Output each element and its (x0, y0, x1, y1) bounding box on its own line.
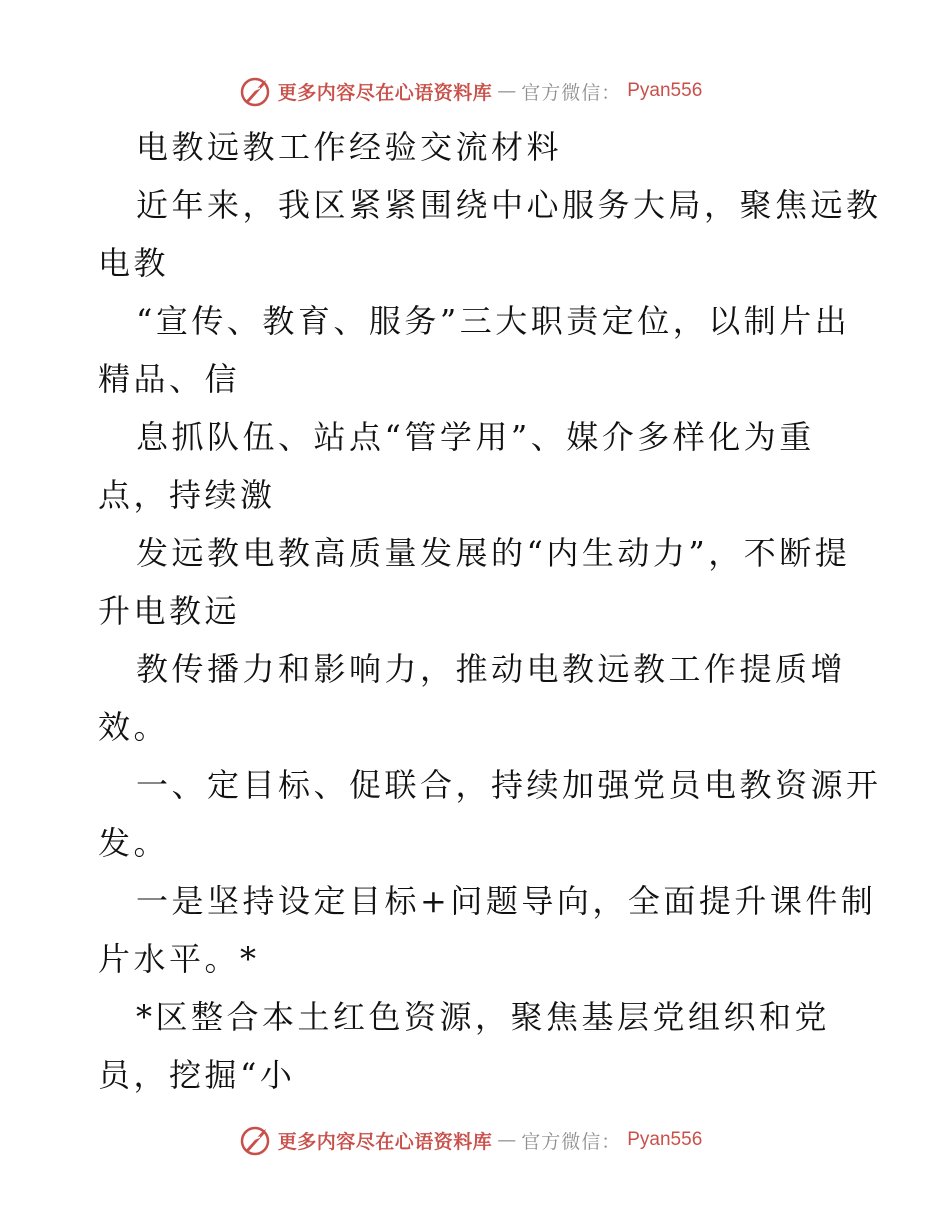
document-body (98, 118, 882, 1104)
paragraph-line: 片水平。* (98, 940, 260, 978)
watermark-title: 更多内容尽在心语资料库 (277, 81, 493, 104)
paragraph-line: 精品、信 (98, 360, 241, 398)
paragraph-line: “宣传、教育、服务”三大职责定位，以制片出 (136, 302, 851, 340)
quill-pen-logo-icon (238, 1123, 272, 1157)
paragraph-line: 发远教电教高质量发展的“内生动力”，不断提 (136, 534, 851, 572)
watermark (238, 1123, 703, 1157)
section-heading: 一、定目标、促联合，持续加强党员电教资源开 (136, 766, 882, 804)
quill-pen-logo-icon (238, 74, 272, 108)
paragraph-line: 效。 (98, 708, 170, 746)
paragraph-line: 员，挖掘“小 (98, 1056, 296, 1094)
watermark-wechat-id: Pyan556 (627, 1129, 703, 1150)
paragraph-line: 近年来，我区紧紧围绕中心服务大局，聚焦远教 (136, 186, 882, 224)
watermark-dash: — (497, 80, 517, 102)
section-heading-continuation: 发。 (98, 824, 170, 862)
watermark-wechat-label: 官方微信： (521, 81, 622, 104)
paragraph-line: 一是坚持设定目标+问题导向，全面提升课件制 (136, 882, 877, 920)
paragraph-line: 升电教远 (98, 592, 241, 630)
paragraph-line: 息抓队伍、站点“管学用”、媒介多样化为重 (136, 418, 815, 456)
paragraph-line: 教传播力和影响力，推动电教远教工作提质增 (136, 650, 847, 688)
document-title: 电教远教工作经验交流材料 (136, 128, 563, 166)
watermark-wechat-id: Pyan556 (627, 80, 703, 101)
paragraph-line: 电教 (98, 244, 170, 282)
page-footer-watermark (0, 1120, 950, 1160)
watermark-dash: — (497, 1129, 517, 1151)
paragraph-line: 点，持续激 (98, 476, 276, 514)
watermark (238, 74, 703, 108)
watermark-wechat-label: 官方微信： (521, 1130, 622, 1153)
watermark-title: 更多内容尽在心语资料库 (277, 1130, 493, 1153)
paragraph-line: *区整合本土红色资源，聚焦基层党组织和党 (136, 998, 831, 1036)
page-header-watermark (0, 71, 950, 111)
